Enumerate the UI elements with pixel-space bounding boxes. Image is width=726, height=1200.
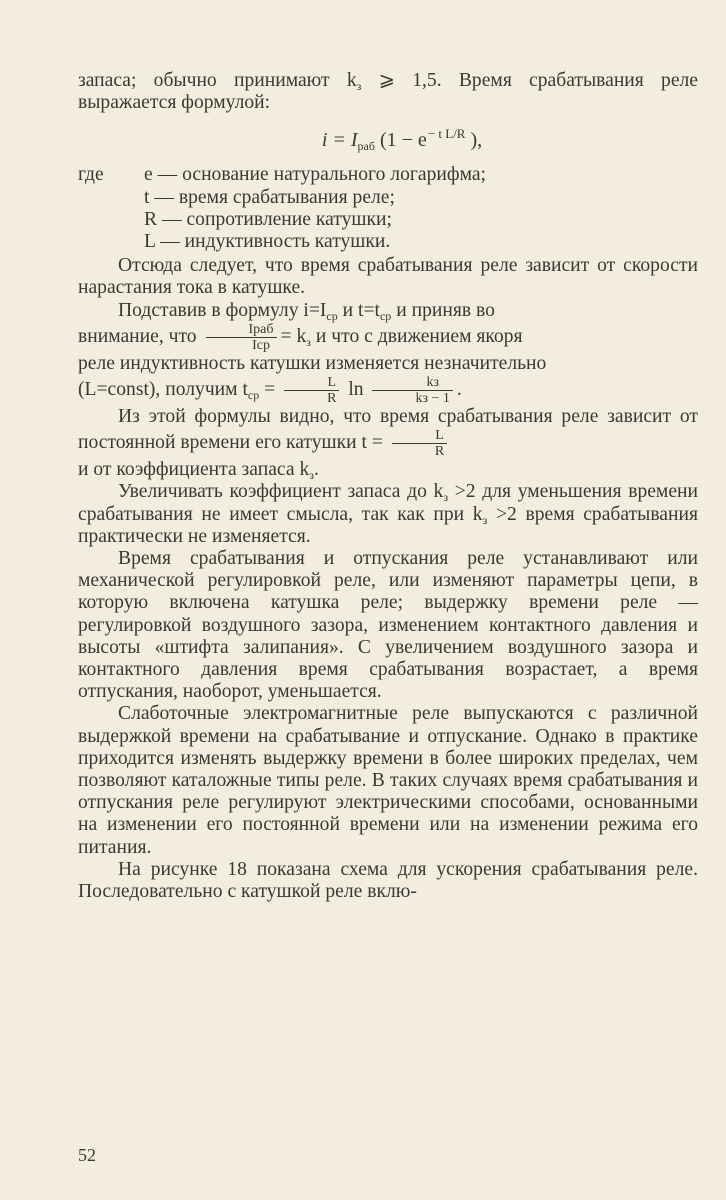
text: = k	[280, 325, 307, 347]
paragraph-8: На рисунке 18 показана схема для ускорения срабатывания реле. Последовательно с катушкой реле вклю-	[78, 858, 698, 903]
fraction-denominator: R	[327, 391, 337, 407]
text: >2 время срабатывания практически не изменяется.	[78, 503, 698, 547]
text: и от коэффициента запаса k	[78, 459, 310, 481]
where-row	[78, 231, 698, 253]
subscript: ср	[326, 308, 338, 323]
page-number: 52	[78, 1145, 96, 1165]
text: ⩾ 1,5. Время срабатывания реле выражается формулой:	[78, 70, 698, 114]
fraction-numerator: kз	[372, 375, 452, 391]
where-row	[78, 164, 698, 186]
fraction	[206, 322, 277, 353]
paragraph-3	[78, 300, 698, 406]
where-label: где	[78, 164, 104, 186]
fraction	[392, 428, 447, 459]
text: Подставив в формулу i=I	[118, 299, 327, 321]
paragraph-6: Время срабатывания и отпускания реле устанавливают или механической регулировкой реле, или изменяют параметры цепи, в которую включена катушка реле; выдержку времени реле — регулировкой воздушного зазора, изменением контактного давления и высоты «штифта залипания». С увеличением воздушного зазора и контактного давления время срабатывания возрастает, а время отпускания, наоборот, уменьшается.	[78, 548, 698, 703]
formula-part: ),	[465, 129, 483, 152]
text: Из этой формулы видно, что время срабатывания реле зависит от постоянной времени его катушки t =	[78, 406, 698, 454]
fraction-denominator: R	[434, 444, 445, 460]
where-list	[78, 164, 698, 253]
fraction-denominator: Iср	[252, 337, 270, 353]
fraction-numerator: L	[284, 375, 339, 391]
paragraph-intro	[78, 70, 698, 114]
subscript: ср	[379, 308, 392, 323]
text: .	[456, 379, 462, 401]
paragraph-4	[78, 406, 698, 481]
subscript: раб	[357, 139, 375, 154]
where-definition: t — время срабатывания реле;	[144, 186, 395, 208]
text: =	[259, 379, 276, 401]
fraction-denominator: kз − 1	[415, 391, 450, 407]
text: реле индуктивность катушки изменяется незначительно	[78, 352, 547, 374]
text: и приняв во	[391, 299, 495, 321]
text: запаса; обычно принимают k	[78, 70, 357, 91]
text: и что с движением якоря	[311, 325, 523, 347]
subscript: з	[443, 490, 449, 505]
fraction	[284, 375, 339, 406]
text: внимание, что	[78, 325, 197, 347]
text: >2 для уменьшения времени срабатывания не имеет смысла, так как при k	[78, 481, 699, 525]
where-definition: L — индуктивность катушки.	[144, 231, 391, 253]
where-definition: R — сопротивление катушки;	[144, 208, 392, 230]
fraction-numerator: L	[392, 428, 447, 444]
formula-part: (1 − e	[374, 129, 427, 152]
subscript: з	[309, 468, 314, 483]
subscript: з	[356, 79, 362, 93]
paragraph-5	[78, 481, 698, 548]
fraction-numerator: Iраб	[206, 322, 277, 338]
where-row	[78, 209, 698, 231]
text: (L=const), получим t	[78, 379, 248, 401]
formula-part: i = I	[321, 129, 358, 152]
subscript: з	[482, 512, 488, 527]
text: Увеличивать коэффициент запаса до k	[118, 481, 444, 503]
text: и t=t	[337, 299, 380, 321]
where-row	[78, 187, 698, 209]
formula-main	[106, 122, 698, 152]
text: .	[314, 459, 319, 481]
text: ln	[343, 379, 364, 401]
fraction	[372, 375, 452, 406]
paragraph-2: Отсюда следует, что время срабатывания реле зависит от скорости нарастания тока в катушке.	[78, 255, 698, 299]
formula-exponent: − t L/R	[427, 126, 466, 142]
where-definition: e — основание натурального логарифма;	[144, 164, 486, 186]
subscript: ср	[247, 388, 260, 403]
subscript: з	[306, 334, 312, 349]
paragraph-7: Слаботочные электромагнитные реле выпускаются с различной выдержкой времени на срабатывание и отпускание. Однако в практике приходится изменять выдержку времени в более широких пределах, чем позволяют каталожные типы реле. В таких случаях время срабатывания и отпускания реле регулируют электрическими способами, основанными на изменении его постоянной времени или на изменении режима его питания.	[78, 703, 698, 858]
